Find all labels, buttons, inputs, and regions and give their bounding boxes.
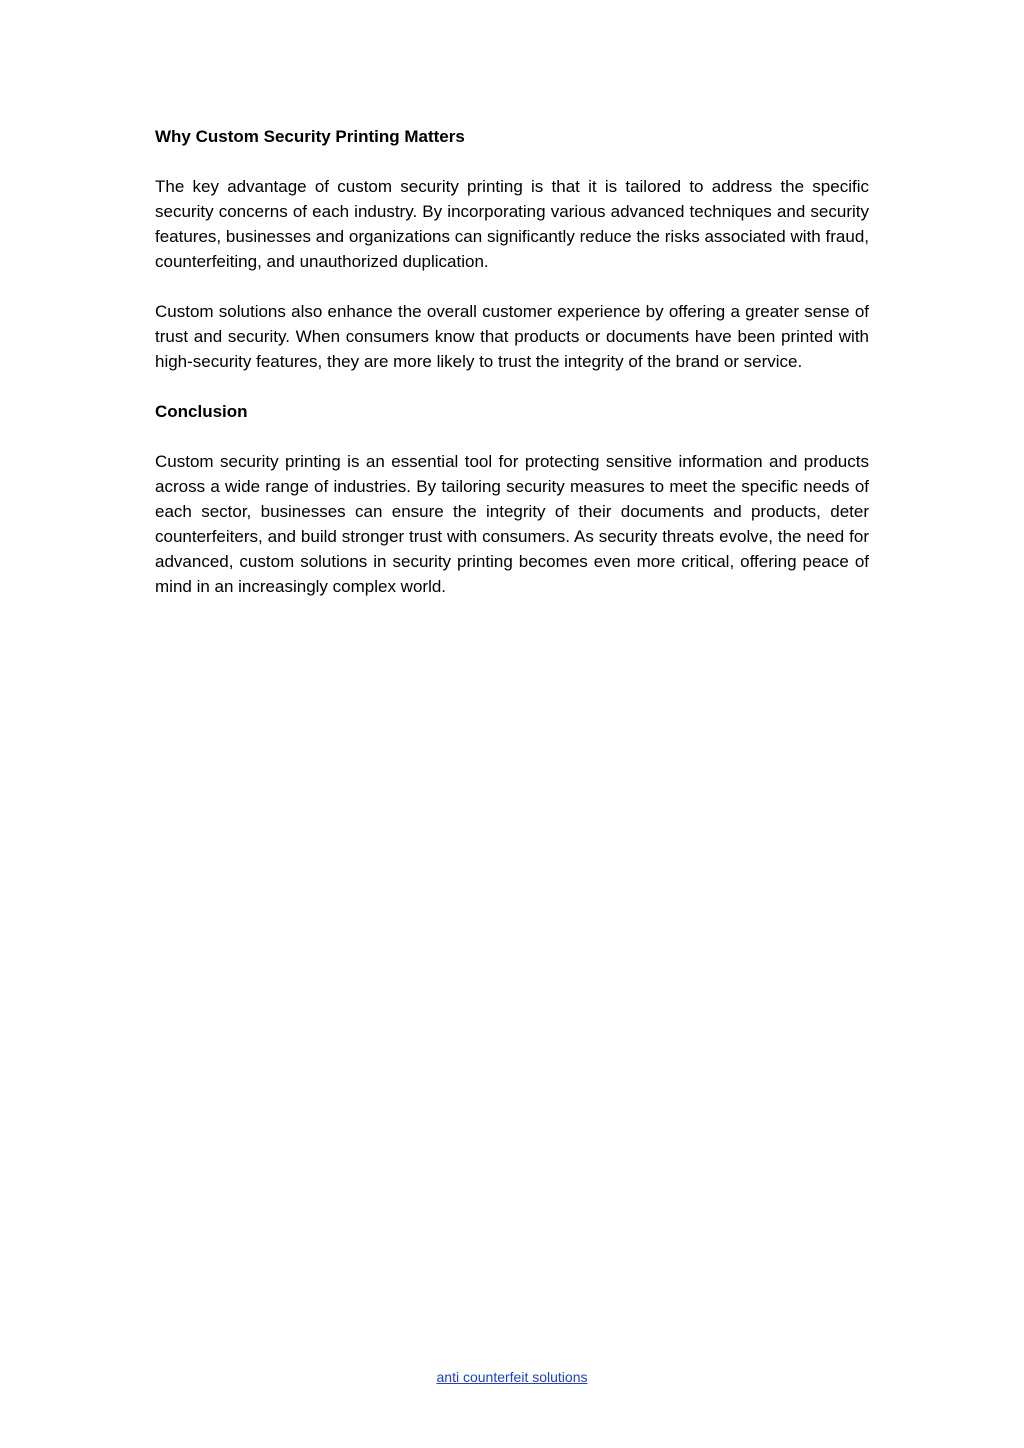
section-heading-conclusion: Conclusion: [155, 402, 248, 421]
paragraph-conclusion: Custom security printing is an essential tool for protecting sensitive information and products across a wide range of industries. By tailoring security measures to meet the specific needs of each sector, businesses can ensure the integrity of their documents and products, deter counterfeiters, and build stronger trust with consumers. As security threats evolve, the need for advanced, custom solutions in security printing becomes even more critical, offering peace of mind in an increasingly complex world.: [155, 452, 869, 596]
paragraph-customer-experience: Custom solutions also enhance the overall customer experience by offering a greater sense of trust and security. When consumers know that products or documents have been printed with high-security features, they are more likely to trust the integrity of the brand or service.: [155, 302, 869, 371]
paragraph-key-advantage: The key advantage of custom security printing is that it is tailored to address the specific security concerns of each industry. By incorporating various advanced techniques and security features, businesses and organizations can significantly reduce the risks associated with fraud, counterfeiting, and unauthorized duplication.: [155, 177, 869, 271]
footer-link-anti-counterfeit-solutions[interactable]: anti counterfeit solutions: [436, 1369, 588, 1385]
section-heading-why-custom-security-printing: Why Custom Security Printing Matters: [155, 127, 465, 146]
document-body: [155, 124, 869, 624]
page-footer: [0, 1367, 1024, 1387]
